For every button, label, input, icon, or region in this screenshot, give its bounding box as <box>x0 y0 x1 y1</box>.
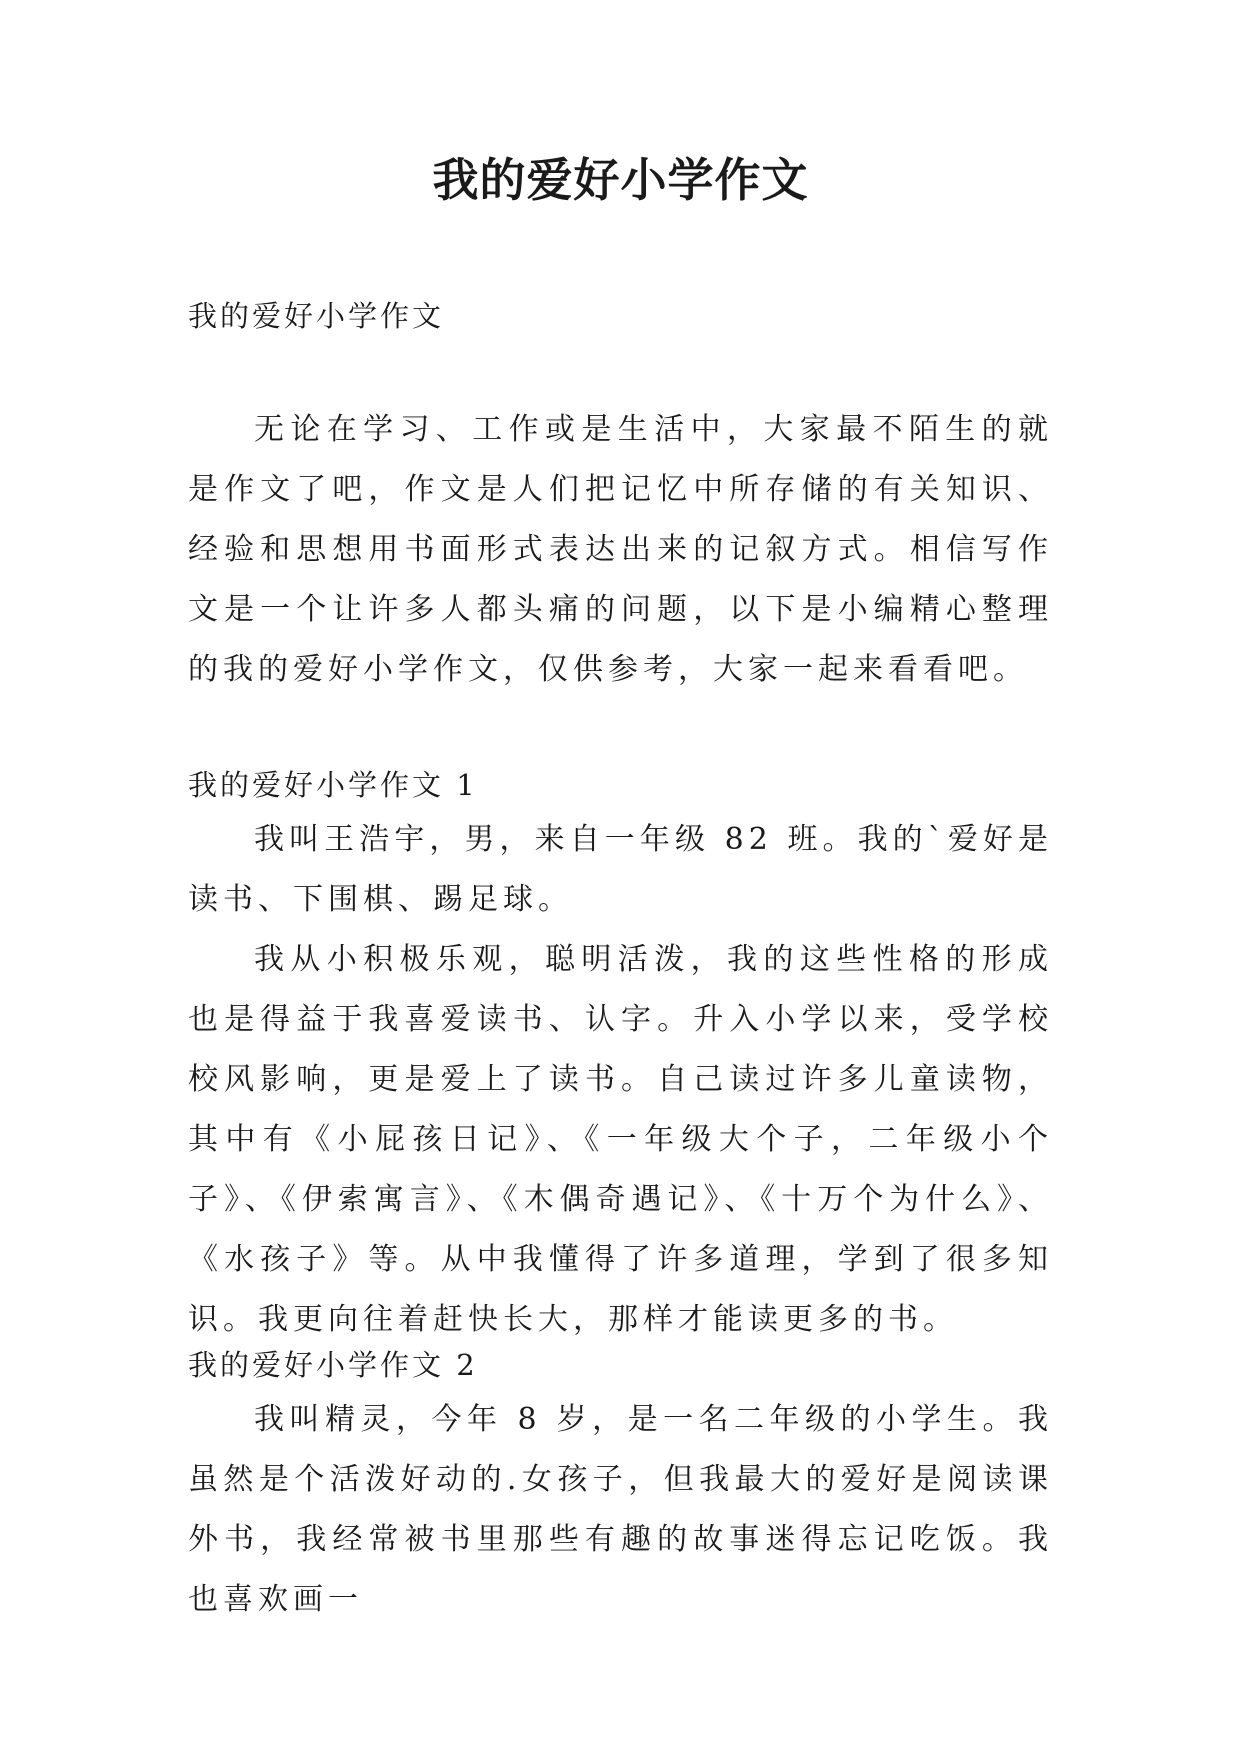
essay2-paragraph-1: 我叫精灵，今年 8 岁，是一名二年级的小学生。我虽然是个活泼好动的.女孩子，但我最大的爱好是阅读课外书，我经常被书里那些有趣的故事迷得忘记吃饭。我也喜欢画一 <box>188 1402 1053 1617</box>
intro-paragraph: 无论在学习、工作或是生活中，大家最不陌生的就是作文了吧，作文是人们把记忆中所存储的有关知识、经验和思想用书面形式表达出来的记叙方式。相信写作文是一个让许多人都头痛的问题，以下是小编精心整理的我的爱好小学作文，仅供参考，大家一起来看看吧。 <box>188 412 1053 687</box>
document-title: 我的爱好小学作文 <box>432 153 809 207</box>
essay1-paragraph-2: 我从小积极乐观，聪明活泼，我的这些性格的形成也是得益于我喜爱读书、认字。升入小学以来，受学校校风影响，更是爱上了读书。自己读过许多儿童读物，其中有《小屁孩日记》、《一年级大个子，二年级小个子》、《伊索寓言》、《木偶奇遇记》、《十万个为什么》、《水孩子》等。从中我懂得了许多道理，学到了很多知识。我更向往着赶快长大，那样才能读更多的书。 <box>188 942 1053 1337</box>
essay2-heading: 我的爱好小学作文 2 <box>188 1348 478 1382</box>
document-subtitle: 我的爱好小学作文 <box>188 299 445 333</box>
essay1-heading: 我的爱好小学作文 1 <box>188 768 478 802</box>
essay1-paragraph-1: 我叫王浩宇，男，来自一年级 82 班。我的`爱好是读书、下围棋、踢足球。 <box>188 822 1053 917</box>
